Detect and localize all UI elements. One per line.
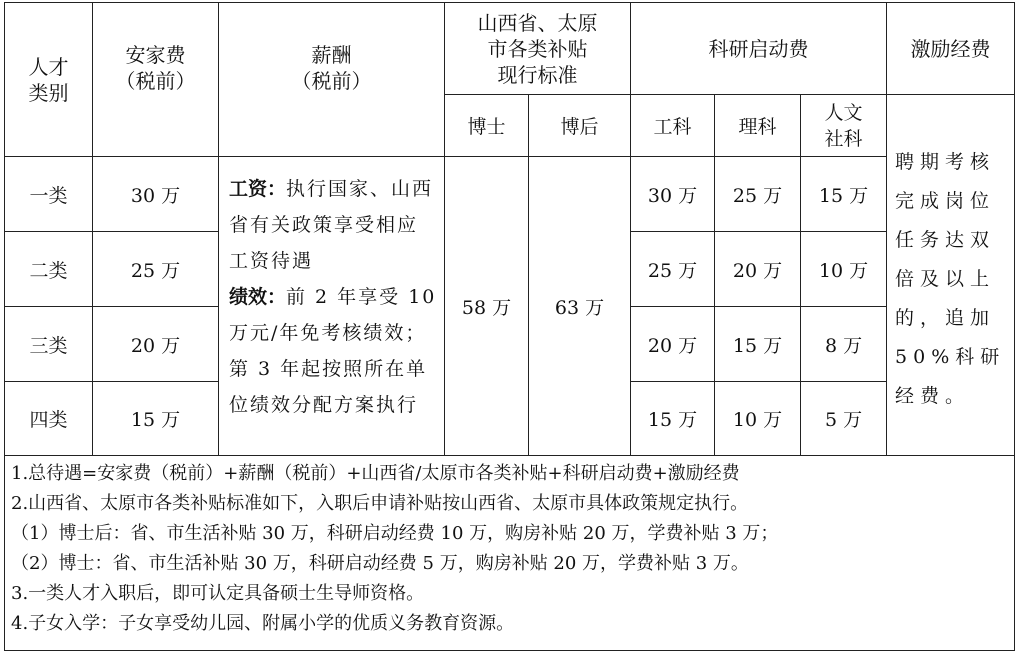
header-subsidy: 山西省、太原 市各类补贴 现行标准: [445, 3, 631, 95]
talent-policy-table: [4, 2, 1015, 651]
row-2-settlement: 25 万: [93, 232, 219, 307]
row-4-settlement: 15 万: [93, 382, 219, 456]
row-3-engineering: 20 万: [631, 307, 715, 382]
header-humanities: 人文 社科: [801, 95, 887, 157]
row-1-humanities: 15 万: [801, 157, 887, 232]
postdoc-subsidy-value: 63 万: [529, 157, 631, 456]
header-incentive: 激励经费: [887, 3, 1015, 95]
note-line: 2.山西省、太原市各类补贴标准如下，入职后申请补贴按山西省、太原市具体政策规定执行。: [11, 493, 749, 514]
row-2-humanities: 10 万: [801, 232, 887, 307]
header-doctor: 博士: [445, 95, 529, 157]
note-line: 4.子女入学：子女享受幼儿园、附属小学的优质义务教育资源。: [11, 613, 515, 634]
performance-label: 绩效：: [229, 286, 287, 308]
header-category: 人才 类别: [5, 3, 93, 157]
note-line: （2）博士：省、市生活补贴 30 万，科研启动经费 5 万，购房补贴 20 万，学费补贴 3 万。: [11, 553, 749, 574]
header-settlement: 安家费 （税前）: [93, 3, 219, 157]
row-1-science: 25 万: [715, 157, 801, 232]
note-line: （1）博士后：省、市生活补贴 30 万，科研启动经费 10 万，购房补贴 20 万，学费补贴 3 万；: [11, 523, 779, 544]
row-4-science: 10 万: [715, 382, 801, 456]
row-3-category: 三类: [5, 307, 93, 382]
header-engineering: 工科: [631, 95, 715, 157]
row-4-humanities: 5 万: [801, 382, 887, 456]
notes-section: [5, 456, 1015, 651]
doctor-subsidy-value: 58 万: [445, 157, 529, 456]
performance-text: 前 2 年享受 10 万元/年免考核绩效；第 3 年起按照所在单位绩效分配方案执行: [229, 286, 437, 416]
header-salary: 薪酬 （税前）: [219, 3, 445, 157]
note-line: 1.总待遇=安家费（税前）+薪酬（税前）+山西省/太原市各类补贴+科研启动费+激励经费: [11, 463, 740, 484]
row-4-category: 四类: [5, 382, 93, 456]
note-line: 3.一类人才入职后，即可认定具备硕士生导师资格。: [11, 583, 425, 604]
wage-label: 工资：: [229, 178, 287, 200]
row-2-engineering: 25 万: [631, 232, 715, 307]
row-2-science: 20 万: [715, 232, 801, 307]
row-1-settlement: 30 万: [93, 157, 219, 232]
row-3-settlement: 20 万: [93, 307, 219, 382]
header-science: 理科: [715, 95, 801, 157]
row-1-engineering: 30 万: [631, 157, 715, 232]
row-3-humanities: 8 万: [801, 307, 887, 382]
header-postdoc: 博后: [529, 95, 631, 157]
wage-text: 执行国家、山西省有关政策享受相应工资待遇: [229, 178, 434, 272]
row-1-category: 一类: [5, 157, 93, 232]
header-research: 科研启动费: [631, 3, 887, 95]
row-4-engineering: 15 万: [631, 382, 715, 456]
row-3-science: 15 万: [715, 307, 801, 382]
incentive-description: 聘期考核完成岗位任务达双倍及以上的，追加50%科研经费。: [887, 95, 1015, 456]
row-2-category: 二类: [5, 232, 93, 307]
salary-description: [219, 157, 445, 456]
